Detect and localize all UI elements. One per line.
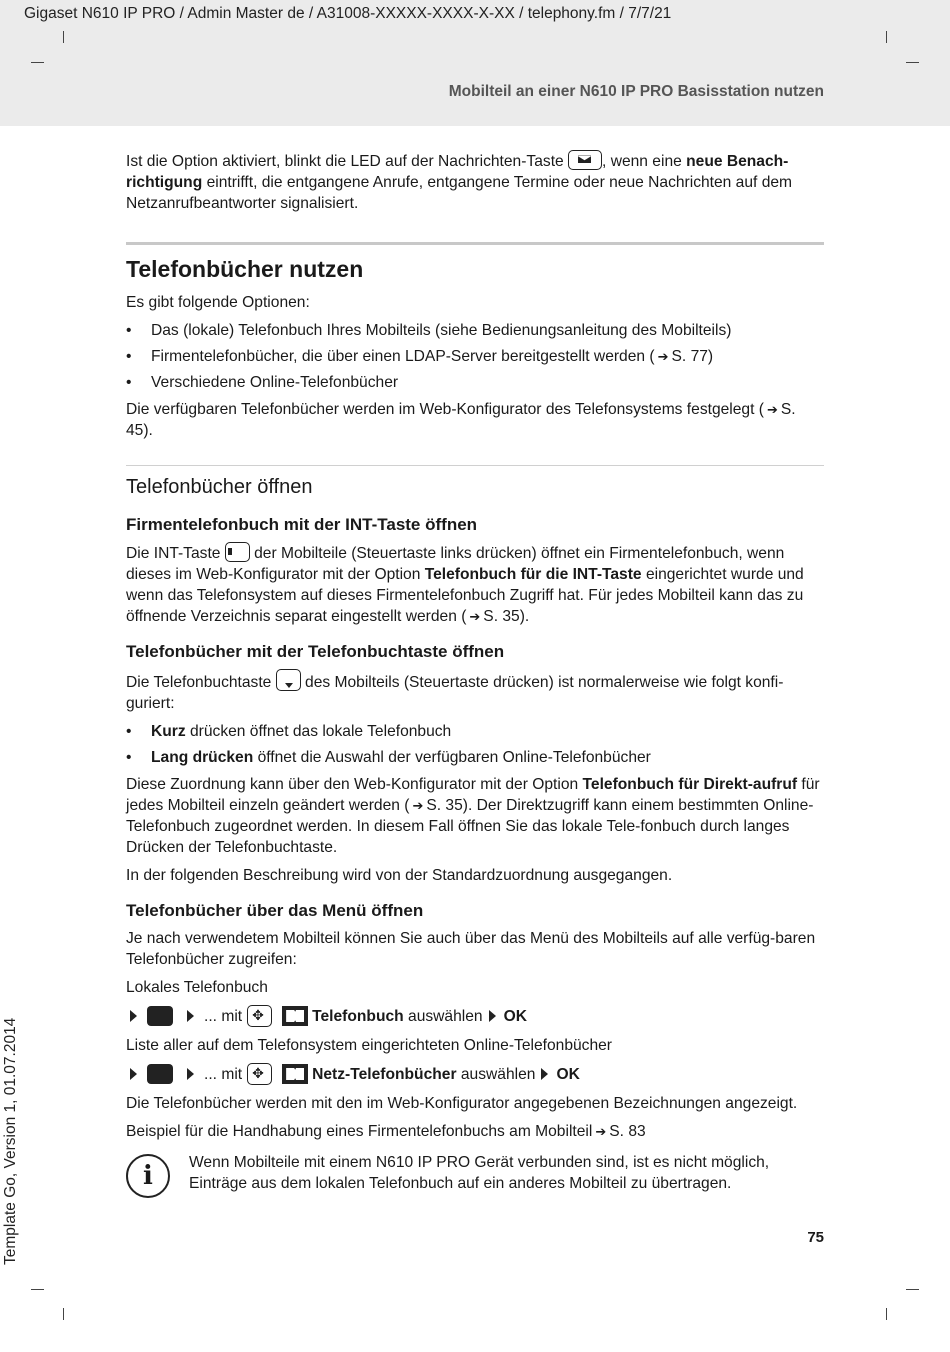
paragraph: Die Telefonbuchtaste des Mobilteils (Steuertaste drücken) ist normalerweise wie folgt konfi-guriert:	[126, 669, 824, 714]
paragraph: In der folgenden Beschreibung wird von der Standardzuordnung ausgegangen.	[126, 867, 673, 884]
arrow-icon: ➔	[412, 798, 424, 813]
page-body	[126, 150, 824, 1201]
info-icon: i	[126, 1154, 170, 1198]
page-reference[interactable]: S. 45).	[126, 401, 796, 439]
options-lead: Es gibt folgende Optionen:	[126, 294, 310, 311]
section-title: Telefonbücher nutzen	[126, 256, 364, 282]
page-reference[interactable]: S. 77)	[671, 348, 714, 365]
crop-mark	[886, 1308, 887, 1320]
control-key-icon	[247, 1063, 272, 1085]
message-key-icon	[568, 150, 602, 170]
step-arrow-icon	[130, 1010, 137, 1022]
intro-paragraph: Ist die Option aktiviert, blinkt die LED auf der Nachrichten-Taste , wenn eine neue Benach-richtigung eintrifft, die entgangene Anrufe, entgangene Termine oder neue Nachrichten auf dem Netzanrufbeantworter signalisiert.	[126, 150, 824, 214]
int-key-icon	[225, 542, 250, 562]
document-id-line: Gigaset N610 IP PRO / Admin Master de / A31008-XXXXX-XXXX-X-XX / telephony.fm / 7/7/21	[24, 5, 672, 22]
options-list	[126, 320, 824, 393]
info-note	[126, 1152, 824, 1194]
step-arrow-icon	[187, 1010, 194, 1022]
crop-mark	[31, 1289, 44, 1290]
list-item: • Kurz drücken öffnet das lokale Telefonbuch	[126, 721, 824, 742]
page-reference[interactable]: S. 35).	[483, 608, 530, 625]
step-arrow-icon	[541, 1068, 548, 1080]
menu-key-icon	[147, 1006, 173, 1026]
menu-key-icon	[147, 1064, 173, 1084]
arrow-icon: ➔	[595, 1124, 607, 1139]
step-arrow-icon	[489, 1010, 496, 1022]
paragraph: Beispiel für die Handhabung eines Firmentelefonbuchs am Mobilteil ➔ S. 83	[126, 1123, 646, 1140]
arrow-icon: ➔	[766, 402, 778, 417]
crop-mark	[906, 1289, 919, 1290]
crop-mark	[63, 1308, 64, 1320]
crop-mark	[906, 62, 919, 63]
paragraph: Die Telefonbücher werden mit den im Web-Konfigurator angegebenen Bezeichnungen angezeigt.	[126, 1095, 798, 1112]
section-divider	[126, 465, 824, 466]
subsection-title: Telefonbücher öffnen	[126, 476, 313, 498]
page-number: 75	[807, 1229, 824, 1246]
paragraph: Diese Zuordnung kann über den Web-Konfigurator mit der Option Telefonbuch für Direkt-aufruf für jedes Mobilteil einzeln geändert werden ( ➔ S. 35). Der Direktzugriff kann einem bestimmten Online-Telefonbuch zugeordnet werden. In diesem Fall öffnen Sie das lokale Tele-fonbuch durch langes Drücken der Telefonbuchtaste.	[126, 776, 820, 856]
list-item: • Lang drücken öffnet die Auswahl der verfügbaren Online-Telefonbücher	[126, 747, 824, 768]
control-key-icon	[247, 1005, 272, 1027]
step-arrow-icon	[187, 1068, 194, 1080]
step-arrow-icon	[130, 1068, 137, 1080]
crop-mark	[63, 31, 64, 43]
heading-phonebook-key: Telefonbücher mit der Telefonbuchtaste öffnen	[126, 642, 505, 661]
ok-softkey: OK	[503, 1007, 527, 1025]
list-item: • Verschiedene Online-Telefonbücher	[126, 372, 824, 393]
paragraph: Die verfügbaren Telefonbücher werden im Web-Konfigurator des Telefonsystems festgelegt ( ➔ S. 45).	[126, 401, 796, 439]
paragraph: Je nach verwendetem Mobilteil können Sie auch über das Menü des Mobilteils auf alle verfüg-baren Telefonbücher zugreifen:	[126, 930, 816, 968]
list-item: • Das (lokale) Telefonbuch Ihres Mobilteils (siehe Bedienungsanleitung des Mobilteils)	[126, 320, 824, 341]
procedure-label: Lokales Telefonbuch	[126, 979, 268, 996]
arrow-icon: ➔	[657, 349, 669, 364]
phonebook-key-icon	[276, 669, 301, 691]
ok-softkey: OK	[556, 1065, 580, 1083]
page-reference[interactable]: S. 35).	[426, 797, 473, 814]
phonebook-icon	[282, 1006, 308, 1026]
section-divider	[126, 242, 824, 245]
chapter-title: Mobilteil an einer N610 IP PRO Basisstation nutzen	[448, 83, 824, 100]
page-reference[interactable]: S. 83	[609, 1123, 646, 1140]
phonebook-icon	[282, 1064, 308, 1084]
list-item: • Firmentelefonbücher, die über einen LDAP-Server bereitgestellt werden ( ➔ S. 77)	[126, 346, 824, 367]
procedure-label: Liste aller auf dem Telefonsystem eingerichteten Online-Telefonbücher	[126, 1037, 612, 1054]
paragraph: Die INT-Taste der Mobilteile (Steuertaste links drücken) öffnet ein Firmentelefonbuch, wenn dieses im Web-Konfigurator mit der Option Telefonbuch für die INT-Taste eingerichtet wurde und wenn das Telefonsystem auf dieses Firmentelefonbuch Zugriff hat. Für jedes Mobilteil kann das zu öffnende Verzeichnis separat eingestellt werden ( ➔ S. 35).	[126, 542, 824, 627]
crop-mark	[31, 62, 44, 63]
note-text: Wenn Mobilteile mit einem N610 IP PRO Gerät verbunden sind, ist es nicht möglich, Einträge aus dem lokalen Telefonbuch auf ein anderes Mobilteil zu übertragen.	[189, 1154, 770, 1192]
arrow-icon: ➔	[469, 609, 481, 624]
procedure-step: ... mit ✥ Netz-Telefonbücher auswählen OK	[126, 1063, 824, 1085]
template-version: Template Go, Version 1, 01.07.2014	[2, 1017, 19, 1265]
press-options-list	[126, 721, 824, 768]
crop-mark	[886, 31, 887, 43]
procedure-step: ... mit ✥ Telefonbuch auswählen OK	[126, 1005, 824, 1027]
heading-int-key: Firmentelefonbuch mit der INT-Taste öffnen	[126, 515, 478, 534]
heading-menu: Telefonbücher über das Menü öffnen	[126, 901, 424, 920]
